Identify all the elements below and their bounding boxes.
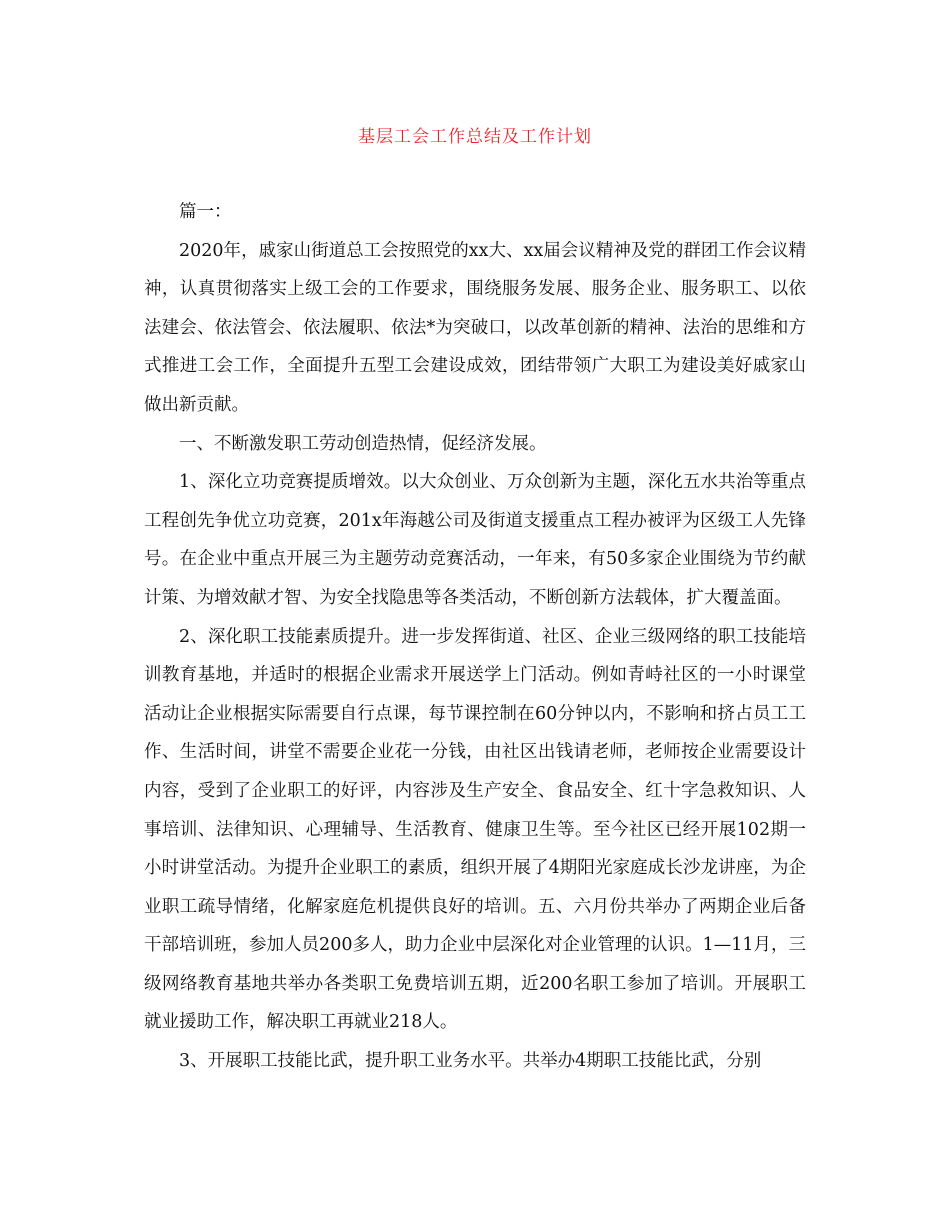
paragraph-item-2: 2、深化职工技能素质提升。进一步发挥街道、社区、企业三级网络的职工技能培训教育基地，并适时的根据企业需求开展送学上门活动。例如青峙社区的一小时课堂活动让企业根据实际需要自行点课，每节课控制在60分钟以内，不影响和挤占员工工作、生活时间，讲堂不需要企业花一分钱，由社区出钱请老师，老师按企业需要设计内容，受到了企业职工的好评，内容涉及生产安全、食品安全、红十字急救知识、人事培训、法律知识、心理辅导、生活教育、健康卫生等。至今社区已经开展102期一小时讲堂活动。为提升企业职工的素质，组织开展了4期阳光家庭成长沙龙讲座，为企业职工疏导情绪，化解家庭危机提供良好的培训。五、六月份共举办了两期企业后备干部培训班，参加人员200多人，助力企业中层深化对企业管理的认识。1—11月，三级网络教育基地共举办各类职工免费培训五期，近200名职工参加了培训。开展职工就业援助工作，解决职工再就业218人。 [144, 626, 806, 1033]
paragraph-item-1: 1、深化立功竞赛提质增效。以大众创业、万众创新为主题，深化五水共治等重点工程创先争优立功竞赛，201x年海越公司及街道支援重点工程办被评为区级工人先锋号。在企业中重点开展三为主题劳动竞赛活动，一年来，有50多家企业围绕为节约献计策、为增效献才智、为安全找隐患等各类活动，不断创新方法载体，扩大覆盖面。 [144, 472, 806, 608]
paragraph-heading: 篇一： [179, 202, 232, 222]
paragraph-item-3: 3、开展职工技能比武，提升职工业务水平。共举办4期职工技能比武，分别 [179, 1051, 762, 1072]
paragraph-intro: 2020年，戚家山街道总工会按照党的xx大、xx届会议精神及党的群团工作会议精神，认真贯彻落实上级工会的工作要求，围绕服务发展、服务企业、服务职工、以依法建会、依法管会、依法履职、依法*为突破口，以改革创新的精神、法治的思维和方式推进工会工作，全面提升五型工会建设成效，团结带领广大职工为建设美好戚家山做出新贡献。 [144, 240, 806, 415]
document-body [144, 193, 806, 1081]
section-heading: 一、不断激发职工劳动创造热情，促经济发展。 [179, 433, 547, 454]
document-title: 基层工会工作总结及工作计划 [358, 127, 592, 147]
